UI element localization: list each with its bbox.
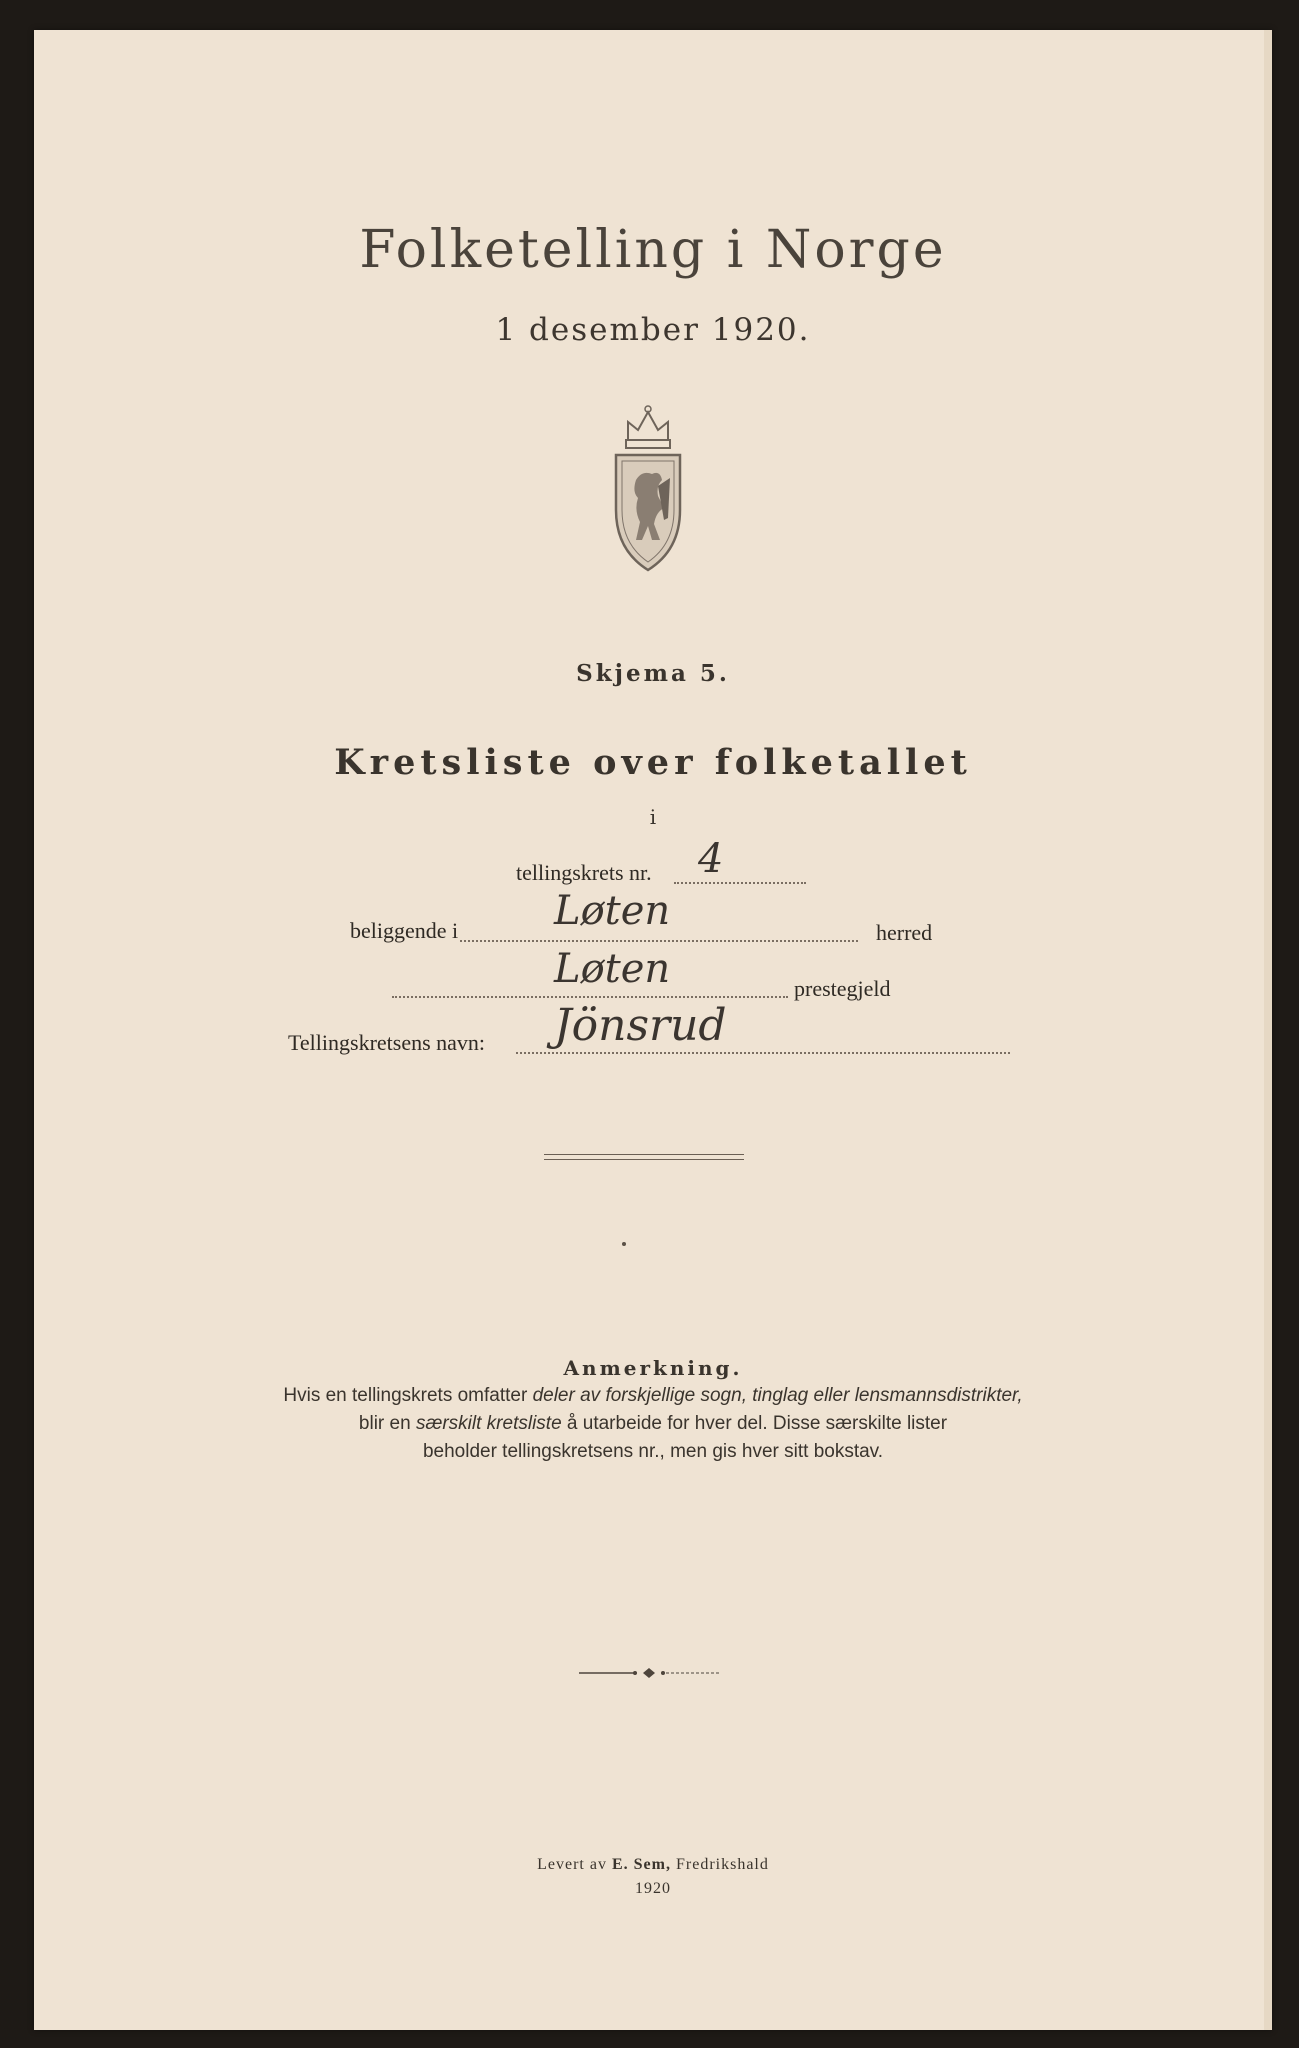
census-date: 1 desember 1920. [495,312,811,348]
norwegian-coat-of-arms-icon [598,400,698,600]
connector-word: i [649,805,657,829]
note-line-1-text: Hvis en tellingskrets omfatter [283,1385,533,1406]
section-divider [544,1154,744,1160]
navn-line [516,1052,1010,1054]
navn-label: Tellingskretsens navn: [288,1030,486,1055]
prestegjeld-label: prestegjeld [794,976,891,1001]
note-line-1 [184,1382,1122,1410]
note-line-2-text-a: blir en [358,1413,416,1434]
note-line-2 [184,1410,1122,1438]
prestegjeld-line [392,996,788,998]
census-form-page [34,30,1272,2030]
herred-value: Løten [554,888,671,934]
printer-year: 1920 [635,1880,671,1897]
note-line-2-text-b: å utarbeide for hver del. Disse særskilte lister [561,1413,948,1434]
form-title: Folketelling i Norge [359,220,947,280]
tellingskrets-label: tellingskrets nr. [516,860,652,885]
tellingskrets-line [674,882,806,884]
note-line-3: beholder tellingskretsens nr., men gis hver sitt bokstav. [422,1441,884,1462]
printer-credit [34,1856,1272,1874]
herred-line [460,940,858,942]
printer-prefix: Levert av [537,1856,612,1873]
beliggende-label: beliggende i [350,918,459,943]
schema-number: Skjema 5. [576,660,730,687]
navn-value: Jönsrud [554,1000,727,1051]
form-subtitle: Kretsliste over folketallet [334,742,972,783]
ink-dot [622,1242,626,1246]
note-line-1-emphasis: deler av forskjellige sogn, tinglag eller lensmannsdistrikter, [532,1385,1023,1406]
tellingskrets-value: 4 [698,836,724,882]
printer-place: Fredrikshald [670,1856,769,1873]
prestegjeld-value: Løten [554,946,671,992]
herred-label: herred [876,920,933,945]
note-title: Anmerkning. [563,1356,743,1380]
printer-name: E. Sem, [611,1856,671,1873]
note-line-2-emphasis: særskilt kretsliste [415,1413,562,1434]
ornament-divider-icon [579,1667,719,1679]
